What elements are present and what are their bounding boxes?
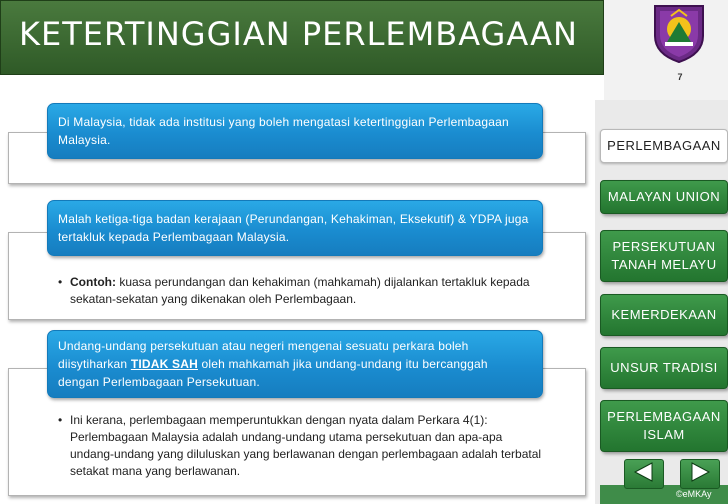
right-arrow-icon <box>688 462 712 487</box>
bullet-point-1 <box>58 274 548 308</box>
left-arrow-icon <box>632 462 656 487</box>
heading-box-3 <box>47 330 543 398</box>
next-button[interactable] <box>680 459 720 489</box>
heading-box-2 <box>47 200 543 256</box>
university-crest-icon <box>651 2 707 64</box>
heading-text-3-emphasis: TIDAK SAH <box>130 357 198 371</box>
bullet-body: kuasa perundangan dan kehakiman (mahkamah) dijalankan tertakluk kepada sekatan-sekatan yang dikenakan oleh Perlembagaan. <box>70 275 530 306</box>
bullet-dot: • <box>58 275 63 289</box>
heading-text-3-post: oleh mahkamah jika undang-undang itu bercanggah dengan Perlembagaan Persekutuan. <box>58 357 488 389</box>
heading-text-1: Di Malaysia, tidak ada institusi yang boleh mengatasi ketertinggian Perlembagaan Malaysia. <box>58 115 509 147</box>
nav-perlembagaan-islam[interactable]: PERLEMBAGAAN ISLAM <box>600 400 728 452</box>
slide-title: KETERTINGGIAN PERLEMBAGAAN <box>19 15 578 53</box>
bullet-text-2: Ini kerana, perlembagaan memperuntukkan dengan nyata dalam Perkara 4(1): Perlembagaan Malaysia adalah undang-undang utama persekutuan dan apa-apa undang-undang yang diluluskan yang berlawanan dengan perlembagaan adalah terbatal setakat mana yang berlawanan. <box>70 413 542 478</box>
heading-text-2: Malah ketiga-tiga badan kerajaan (Perundangan, Kehakiman, Eksekutif) & YDPA juga tertakluk kepada Perlembagaan Malaysia. <box>58 212 529 244</box>
bullet-point-2 <box>58 412 548 480</box>
heading-text-3 <box>58 337 532 391</box>
previous-button[interactable] <box>624 459 664 489</box>
nav-unsur-tradisi[interactable]: UNSUR TRADISI <box>600 347 728 389</box>
copyright-text: ©eMKAy <box>676 489 712 499</box>
page-number: 7 <box>677 72 683 82</box>
nav-persekutuan-tanah-melayu[interactable]: PERSEKUTUAN TANAH MELAYU <box>600 230 728 282</box>
bullet-text-1 <box>58 274 548 308</box>
bullet-dot: • <box>58 413 63 427</box>
heading-box-1 <box>47 103 543 159</box>
nav-kemerdekaan[interactable]: KEMERDEKAAN <box>600 294 728 336</box>
nav-perlembagaan[interactable]: PERLEMBAGAAN <box>600 129 728 163</box>
nav-malayan-union[interactable]: MALAYAN UNION <box>600 180 728 214</box>
title-bar <box>0 0 604 75</box>
heading-text-3-pre: Undang-undang persekutuan atau negeri mengenai sesuatu perkara boleh diisytiharkan <box>58 339 469 371</box>
bullet-label: Contoh: <box>70 275 116 289</box>
